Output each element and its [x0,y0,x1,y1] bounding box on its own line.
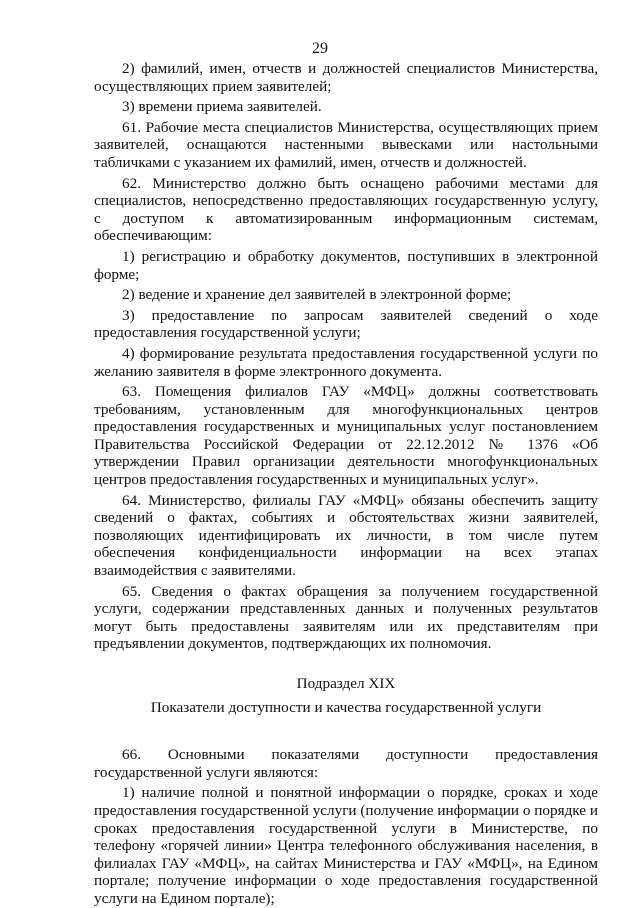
paragraph-62-item-1: 1) регистрацию и обработку документов, поступивших в электронной форме; [94,247,598,283]
paragraph-62: 62. Министерство должно быть оснащено рабочими местами для специалистов, непосредственно предоставляющих государственную услугу, с доступом к автоматизированным информационным системам, обеспечивающим: [94,174,598,245]
page-number: 29 [312,40,328,57]
paragraph-65: 65. Сведения о фактах обращения за получением государственной услуги, содержании представленных данных и полученных результатов могут быть предоставлены заявителям или их представителям при предъявлении документов, подтверждающих их полномочия. [94,582,598,653]
paragraph-item-3-time: 3) времени приема заявителей. [122,98,322,116]
paragraph-62-item-4: 4) формирование результата предоставления государственной услуги по желанию заявителя в форме электронного документа. [94,344,598,380]
subsection-subtitle: Показатели доступности и качества государственной услуги [150,698,542,716]
paragraph-64: 64. Министерство, филиалы ГАУ «МФЦ» обязаны обеспечить защиту сведений о фактах, событиях и обстоятельствах жизни заявителей, позволяющих идентифицировать их личности, в том числе путем обеспечения конфиденциальности информации на всех этапах взаимодействия с заявителями. [94,491,598,580]
subsection-title: Подраздел XIX [296,675,396,692]
document-body [94,60,598,908]
paragraph-66-item-1: 1) наличие полной и понятной информации о порядке, сроках и ходе предоставления государственной услуги (получение информации о порядке и сроках предоставления государственной услуги в Министерстве, по телефону «горячей линии» Центра телефонного обслуживания населения, в филиалах ГАУ «МФЦ», на сайтах Министерства и ГАУ «МФЦ», на Едином портале; получение информации о ходе предоставления государственной услуги на Едином портале); [94,784,598,907]
paragraph-61: 61. Рабочие места специалистов Министерства, осуществляющих прием заявителей, оснащаются настенными вывесками или настольными табличками с указанием их фамилий, имен, отчеств и должностей. [94,118,598,171]
paragraph-63: 63. Помещения филиалов ГАУ «МФЦ» должны соответствовать требованиям, установленным для многофункциональных центров предоставления государственных и муниципальных услуг постановлением Правительства Российской Федерации от 22.12.2012 № 1376 «Об утверждении Правил организации деятельности многофункциональных центров предоставления государственных и муниципальных услуг». [94,383,598,489]
paragraph-item-2-names: 2) фамилий, имен, отчеств и должностей специалистов Министерства, осуществляющих прием заявителей; [94,60,598,95]
paragraph-66: 66. Основными показателями доступности предоставления государственной услуги являются: [94,746,598,781]
paragraph-62-item-2: 2) ведение и хранение дел заявителей в электронной форме; [122,286,512,304]
paragraph-62-item-3: 3) предоставление по запросам заявителей сведений о ходе предоставления государственной услуги; [94,306,598,342]
